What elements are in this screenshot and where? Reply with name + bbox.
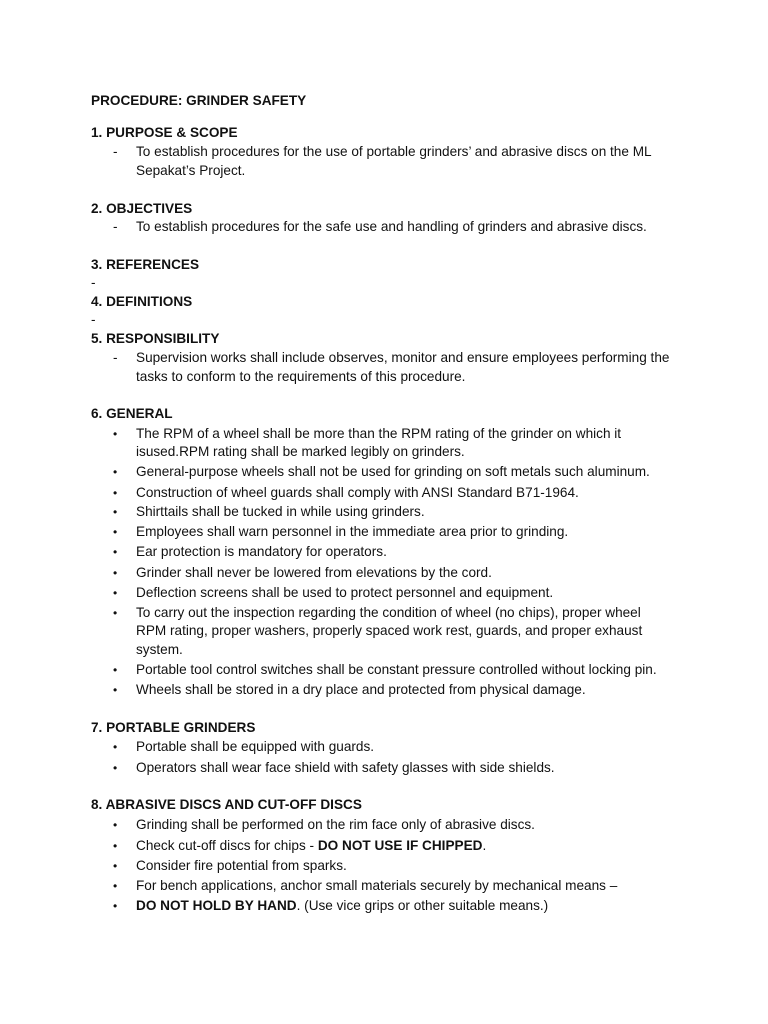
bullet-marker: •	[113, 505, 118, 519]
bullet-marker: •	[113, 839, 118, 853]
list-item-text: To carry out the inspection regarding the condition of wheel (no chips), proper wheel	[136, 605, 641, 620]
list-item-text: Construction of wheel guards shall comply with ANSI Standard B71-1964.	[136, 485, 579, 500]
section-heading-responsibility: 5. RESPONSIBILITY	[91, 331, 220, 346]
dash-marker: -	[113, 350, 118, 365]
bullet-marker: •	[113, 566, 118, 580]
section-heading-definitions: 4. DEFINITIONS	[91, 294, 193, 309]
list-item-text: tasks to conform to the requirements of this procedure.	[136, 369, 466, 384]
bullet-marker: •	[113, 525, 118, 539]
bullet-marker: •	[113, 545, 118, 559]
list-item-text: Consider fire potential from sparks.	[136, 858, 347, 873]
list-item-text: Portable tool control switches shall be constant pressure controlled without locking pin.	[136, 662, 657, 677]
bullet-marker: •	[113, 465, 118, 479]
bullet-marker: •	[113, 606, 118, 620]
warning-text: DO NOT HOLD BY HAND	[136, 898, 297, 913]
list-item-text: Supervision works shall include observes, monitor and ensure employees performing the	[136, 350, 670, 365]
list-item-text: Grinder shall never be lowered from elevations by the cord.	[136, 565, 492, 580]
bullet-marker: •	[113, 879, 118, 893]
section-heading-purpose: 1. PURPOSE & SCOPE	[91, 125, 238, 140]
list-item-text: To establish procedures for the safe use and handling of grinders and abrasive discs.	[136, 219, 647, 234]
list-item-text: Sepakat’s Project.	[136, 163, 246, 178]
list-item-text: Portable shall be equipped with guards.	[136, 739, 375, 754]
document-title: PROCEDURE: GRINDER SAFETY	[91, 93, 307, 108]
section-heading-general: 6. GENERAL	[91, 406, 173, 421]
bullet-marker: •	[113, 859, 118, 873]
bullet-marker: •	[113, 740, 118, 754]
list-item-text-part: Check cut-off discs for chips -	[136, 838, 318, 853]
list-item-text: Employees shall warn personnel in the immediate area prior to grinding.	[136, 524, 569, 539]
list-item-text: For bench applications, anchor small materials securely by mechanical means –	[136, 878, 618, 893]
list-item-text: Operators shall wear face shield with safety glasses with side shields.	[136, 760, 555, 775]
section-heading-objectives: 2. OBJECTIVES	[91, 201, 193, 216]
list-item-text: Wheels shall be stored in a dry place and protected from physical damage.	[136, 682, 586, 697]
bullet-marker: •	[113, 427, 118, 441]
list-item-text: system.	[136, 642, 183, 657]
bullet-marker: •	[113, 899, 118, 913]
list-item-text: Deflection screens shall be used to protect personnel and equipment.	[136, 585, 554, 600]
list-item-text	[136, 837, 486, 855]
list-item-text: RPM rating, proper washers, properly spaced work rest, guards, and proper exhaust	[136, 623, 643, 638]
list-item-text: General-purpose wheels shall not be used for grinding on soft metals such aluminum.	[136, 464, 650, 479]
bullet-marker: •	[113, 586, 118, 600]
definitions-placeholder: -	[91, 312, 96, 327]
list-item-text: Shirttails shall be tucked in while using grinders.	[136, 504, 425, 519]
list-item-text: isused.RPM rating shall be marked legibly on grinders.	[136, 444, 465, 459]
list-item-text: The RPM of a wheel shall be more than the RPM rating of the grinder on which it	[136, 426, 622, 441]
bullet-marker: •	[113, 761, 118, 775]
dash-marker: -	[113, 144, 118, 159]
dash-marker: -	[113, 219, 118, 234]
bullet-marker: •	[113, 683, 118, 697]
list-item-text: Grinding shall be performed on the rim face only of abrasive discs.	[136, 817, 535, 832]
list-item-text-part: .	[482, 838, 487, 853]
list-item-text: To establish procedures for the use of portable grinders’ and abrasive discs on the ML	[136, 144, 652, 159]
section-heading-portable-grinders: 7. PORTABLE GRINDERS	[91, 720, 256, 735]
list-item-text-part: . (Use vice grips or other suitable means.)	[296, 898, 549, 913]
warning-text: DO NOT USE IF CHIPPED	[317, 838, 483, 853]
bullet-marker: •	[113, 663, 118, 677]
bullet-marker: •	[113, 818, 118, 832]
references-placeholder: -	[91, 275, 96, 290]
section-heading-references: 3. REFERENCES	[91, 257, 200, 272]
list-item-text	[136, 897, 548, 915]
list-item-text: Ear protection is mandatory for operators.	[136, 544, 387, 559]
section-heading-abrasive-discs: 8. ABRASIVE DISCS AND CUT-OFF DISCS	[91, 797, 362, 812]
bullet-marker: •	[113, 486, 118, 500]
